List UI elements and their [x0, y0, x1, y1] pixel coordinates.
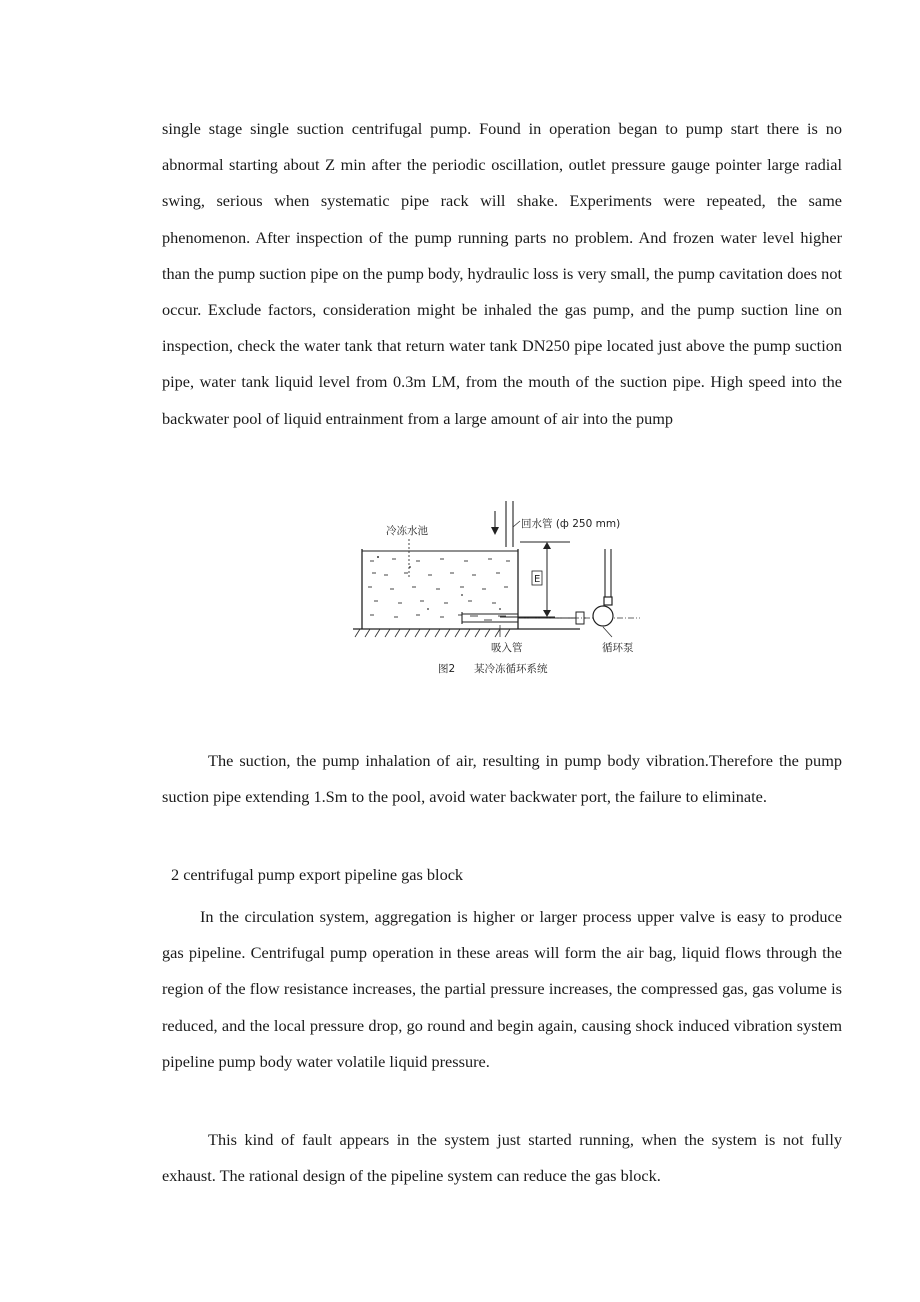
pump-leader: [603, 627, 612, 637]
section-heading: 2 centrifugal pump export pipeline gas block: [171, 865, 464, 884]
figure-chilled-water-circulation-system: [350, 497, 650, 682]
circulation-pump: [593, 597, 613, 626]
caption-text: 某冷冻循环系统: [474, 663, 548, 675]
water-fill-pattern: [368, 559, 510, 617]
label-dimension-e: E: [534, 574, 541, 585]
label-pump: 循环泵: [602, 642, 634, 654]
label-tank: 冷冻水池: [386, 525, 428, 537]
pump-discharge-pipe: [605, 549, 611, 597]
paragraph-fault-exhaust: This kind of fault appears in the system just started running, when the system is not fully exhaust. The rational design of the pipeline system can reduce the gas block.: [162, 1130, 842, 1186]
label-return-pipe: 回水管 (ф 250 mm): [521, 518, 621, 530]
dimension-arrow-bottom: [543, 610, 551, 617]
return-pipe-leader: [513, 521, 520, 527]
paragraph-suction-fix: The suction, the pump inhalation of air, resulting in pump body vibration.Therefore the pump suction pipe extending 1.Sm to the pool, avoid water backwater port, the failure to eliminate.: [162, 751, 842, 807]
water-dots: [377, 556, 501, 610]
paragraph-pump-vibration-case: single stage single suction centrifugal pump. Found in operation began to pump start there is no abnormal starting about Z min after the periodic oscillation, outlet pressure gauge pointer large radial swing, serious when systematic pipe rack will shake. Experiments were repeated, the same phenomenon. After inspection of the pump running parts no problem. And frozen water level higher than the pump suction pipe on the pump body, hydraulic loss is very small, the pump cavitation does not occur. Exclude factors, consideration might be inhaled the gas pump, and the pump suction line on inspection, check the water tank that return water tank DN250 pipe located just above the pump suction pipe, water tank liquid level from 0.3m LM, from the mouth of the suction pipe. High speed into the backwater pool of liquid entrainment from a large amount of air into the pump: [162, 119, 842, 428]
flow-arrow-head: [491, 527, 499, 535]
return-water-pipe: [506, 501, 513, 547]
paragraph-gas-block: In the circulation system, aggregation is higher or larger process upper valve is easy to produce gas pipeline. Centrifugal pump operation in these areas will form the air bag, liquid flows through the region of the flow resistance increases, the partial pressure increases, the compressed gas, gas volume is reduced, and the local pressure drop, go round and begin again, causing shock induced vibration system pipeline pump body water volatile liquid pressure.: [162, 907, 842, 1071]
dimension-arrow-top: [543, 542, 551, 549]
ground-hatching: [355, 629, 510, 637]
caption-number: 图2: [438, 663, 456, 675]
label-suction-pipe: 吸入管: [491, 642, 523, 654]
